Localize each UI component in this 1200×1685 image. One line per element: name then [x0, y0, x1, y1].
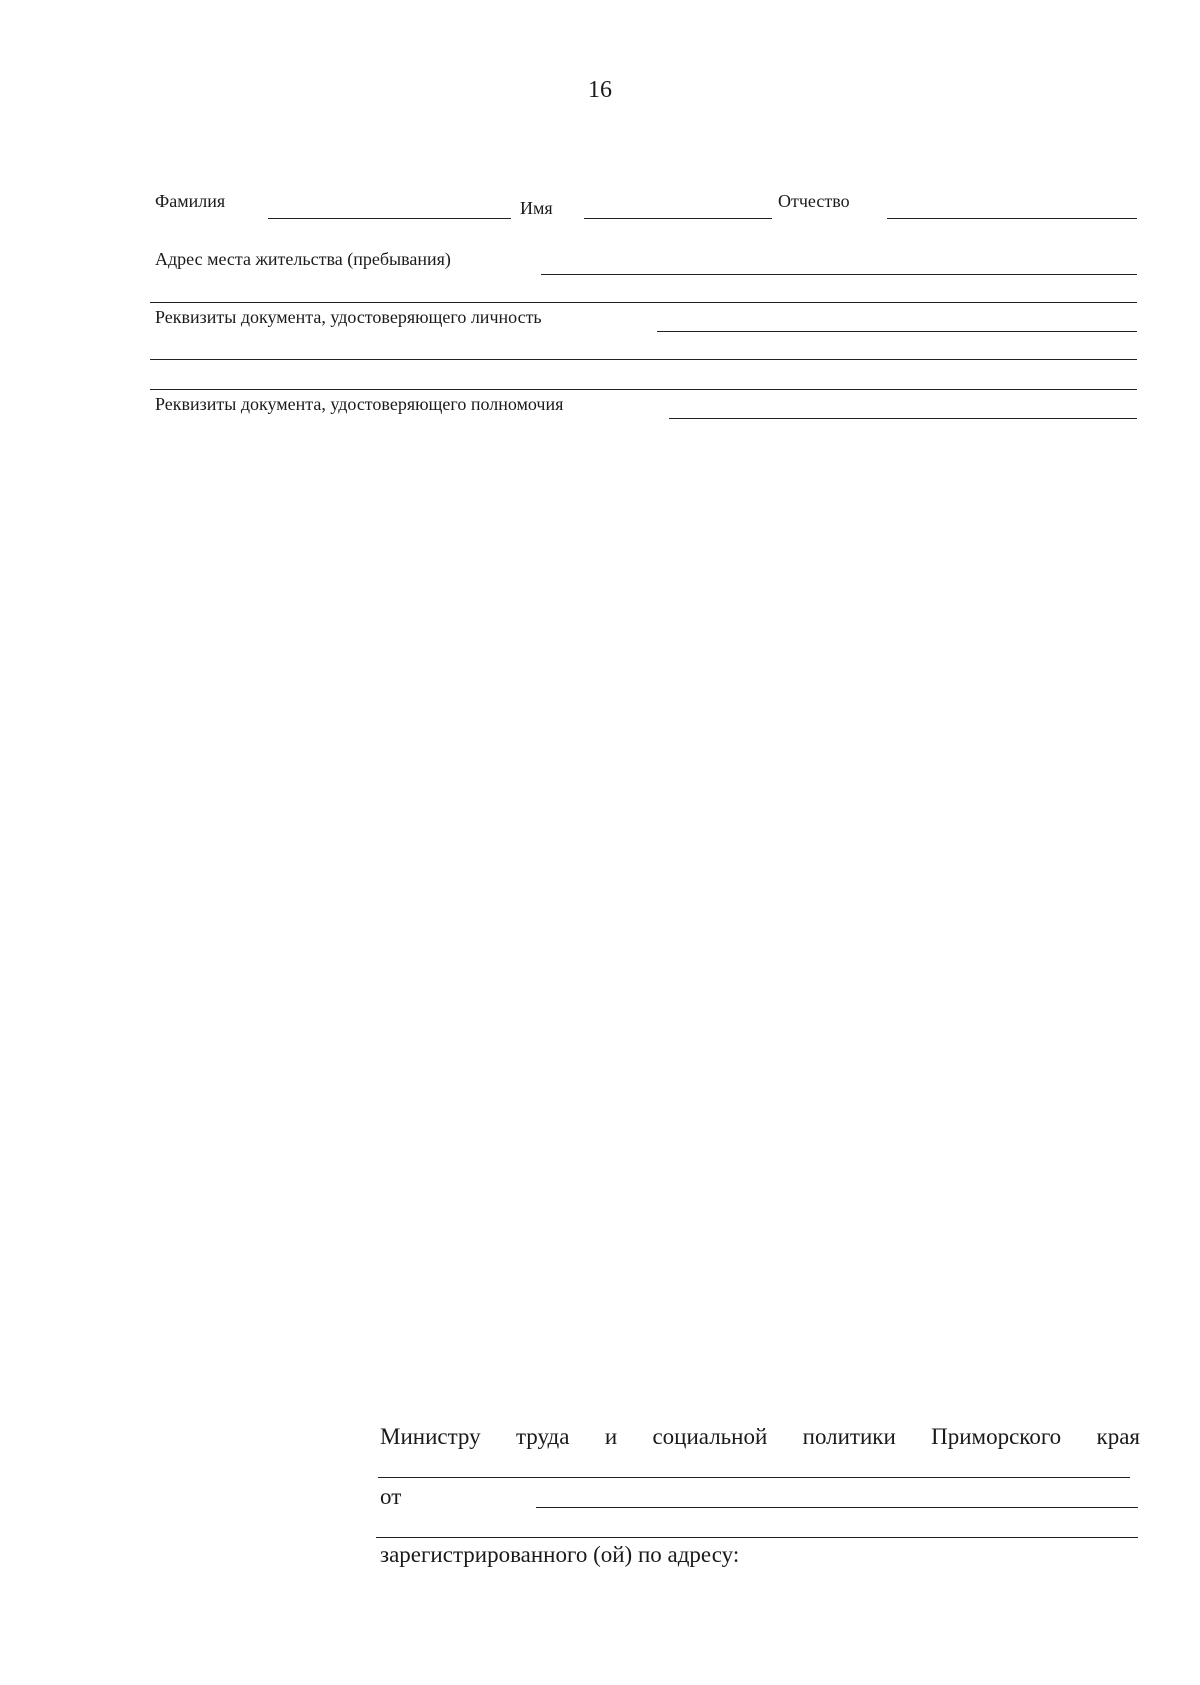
addressee-word: социальной — [652, 1424, 768, 1449]
from-field[interactable] — [536, 1507, 1138, 1508]
page-number: 16 — [588, 77, 612, 103]
addressee-name-field[interactable] — [378, 1477, 1130, 1478]
from-field-continuation[interactable] — [376, 1537, 1138, 1538]
first-name-label: Имя — [520, 198, 553, 218]
identity-doc-label: Реквизиты документа, удостоверяющего личность — [155, 307, 542, 327]
addressee-heading — [380, 1423, 1140, 1451]
identity-doc-field-continuation-2[interactable] — [150, 389, 1137, 390]
addressee-word: политики — [802, 1424, 896, 1449]
authority-doc-field[interactable] — [669, 418, 1137, 419]
registered-address-label: зарегистрированного (ой) по адресу: — [380, 1542, 740, 1567]
identity-doc-field[interactable] — [657, 331, 1137, 332]
address-field-continuation[interactable] — [150, 302, 1137, 303]
patronymic-field[interactable] — [887, 218, 1137, 219]
surname-field[interactable] — [268, 218, 511, 219]
surname-label: Фамилия — [155, 191, 226, 211]
addressee-word: края — [1096, 1424, 1140, 1449]
addressee-word: труда — [515, 1424, 570, 1449]
patronymic-label: Отчество — [778, 191, 850, 211]
addressee-word: Министру — [380, 1424, 481, 1449]
addressee-word: и — [604, 1424, 618, 1449]
identity-doc-field-continuation[interactable] — [150, 359, 1137, 360]
from-label: от — [380, 1484, 402, 1509]
address-field[interactable] — [541, 274, 1137, 275]
authority-doc-label: Реквизиты документа, удостоверяющего полномочия — [155, 394, 564, 414]
address-label: Адрес места жительства (пребывания) — [155, 249, 451, 269]
addressee-word: Приморского — [931, 1424, 1062, 1449]
first-name-field[interactable] — [584, 218, 772, 219]
